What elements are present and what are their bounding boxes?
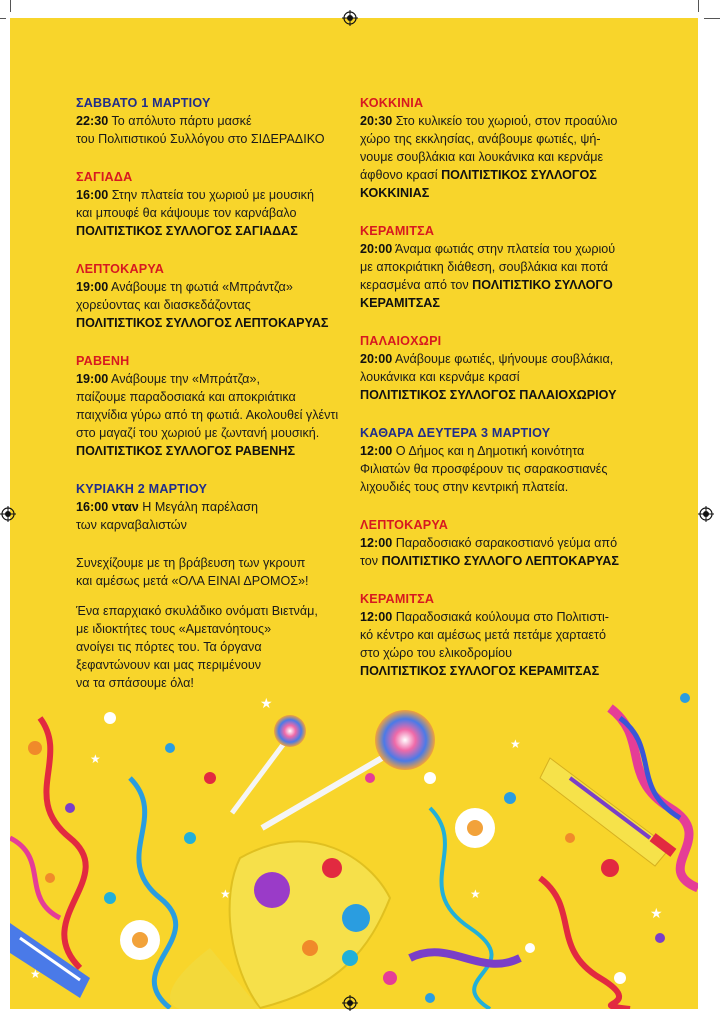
entry-description: Ανάβουμε την «Μπράτζα», παίζουμε παραδοσιακά και αποκριάτικα παιχνίδια γύρω από τη φωτιά. Ακολουθεί γλέντι στο μαγαζί του χωριού με ζωντανή μουσική.: [76, 372, 339, 440]
organizer-name: ΠΟΛΙΤΙΣΤΙΚΟΣ ΣΥΛΛΟΓΟΣ ΛΕΠΤΟΚΑΡΥΑΣ: [76, 316, 329, 330]
entry-title: ΠΑΛΑΙΟΧΩΡΙ: [360, 334, 442, 348]
registration-mark-icon: [0, 506, 16, 522]
registration-mark-icon: [698, 506, 714, 522]
streamer-red-right: [540, 878, 630, 1009]
entry-description: Ο Δήμος και η Δημοτική κοινότητα Φιλιατών θα προσφέρουν τις σαρακοστιανές λιχουδιές τους στην κεντρική πλατεία.: [360, 444, 608, 494]
entry-title: ΡΑΒΕΝΗ: [76, 354, 130, 368]
entry-title: ΣΑΓΙΑΔΑ: [76, 170, 133, 184]
svg-text:★: ★: [650, 906, 663, 922]
crop-mark: [10, 0, 11, 12]
svg-text:★: ★: [30, 967, 41, 981]
entry-time: 20:30: [360, 114, 393, 128]
daisy-left: [120, 920, 160, 960]
event-paragraph: Συνεχίζουμε με τη βράβευση των γκρουπ και αμέσως μετά «ΟΛΑ ΕΙΝΑΙ ΔΡΟΜΟΣ»!: [76, 556, 309, 588]
entry-title: ΚΕΡΑΜΙΤΣΑ: [360, 592, 435, 606]
entry-time: 12:00: [360, 610, 393, 624]
lollipop-stick-small: [232, 738, 288, 813]
entry-time: 19:00: [76, 372, 109, 386]
svg-text:★: ★: [90, 752, 101, 766]
organizer-name: ΠΟΛΙΤΙΣΤΙΚΟΣ ΣΥΛΛΟΓΟΣ ΚΕΡΑΜΙΤΣΑΣ: [360, 664, 600, 678]
confetti: [28, 693, 690, 1003]
entry-time: 16:00 νταν: [76, 500, 139, 514]
svg-text:★: ★: [470, 887, 481, 901]
entry-title: ΚΟΚΚΙΝΙΑ: [360, 96, 424, 110]
streamer-red-left: [40, 718, 86, 968]
streamer-purple: [410, 952, 520, 964]
entry-title: ΚΕΡΑΜΙΤΣΑ: [360, 224, 435, 238]
crop-mark: [704, 18, 720, 19]
streamer-blue-left: [130, 778, 176, 1008]
party-horn-right: [540, 758, 676, 866]
entry-time: 19:00: [76, 280, 109, 294]
entry-title: ΛΕΠΤΟΚΑΡΥΑ: [76, 262, 165, 276]
crop-mark: [698, 0, 699, 12]
entry-description: Στην πλατεία του χωριού με μουσική και μπουφέ θα κάψουμε τον καρνάβαλο: [76, 188, 314, 220]
entry-time: 20:00: [360, 242, 393, 256]
entry-title: ΚΑΘΑΡΑ ΔΕΥΤΕΡΑ 3 ΜΑΡΤΙΟΥ: [360, 426, 551, 440]
lollipop-large: [375, 710, 435, 770]
crop-mark: [0, 18, 6, 19]
entry-description: Στο κυλικείο του χωριού, στον προαύλιο χώρο της εκκλησίας, ανάβουμε φωτιές, ψή- νουμε σουβλάκια και λουκάνικα και κερνάμε άφθονο κρασί: [360, 114, 618, 182]
organizer-name: ΠΟΛΙΤΙΣΤΙΚΟΣ ΣΥΛΛΟΓΟΣ ΠΑΛΑΙΟΧΩΡΙΟΥ: [360, 388, 617, 402]
poster-page: [10, 18, 698, 1009]
svg-text:★: ★: [220, 887, 231, 901]
registration-mark-icon: [342, 10, 358, 26]
entry-description: Το απόλυτο πάρτυ μασκέ του Πολιτιστικού Συλλόγου στο ΣΙΔΕΡΑΔΙΚΟ: [76, 114, 325, 146]
entry-time: 22:30: [76, 114, 109, 128]
entry-time: 16:00: [76, 188, 109, 202]
organizer-name: ΠΟΛΙΤΙΣΤΙΚΟΣ ΣΥΛΛΟΓΟΣ ΚΟΚΚΙΝΙΑΣ: [360, 168, 597, 200]
bow-tie: [170, 841, 390, 1009]
organizer-name: ΠΟΛΙΤΙΣΤΙΚΟ ΣΥΛΛΟΓΟ ΛΕΠΤΟΚΑΡΥΑΣ: [381, 554, 619, 568]
entry-title: ΛΕΠΤΟΚΑΡΥΑ: [360, 518, 449, 532]
entry-time: 12:00: [360, 536, 393, 550]
party-horn-left: [10, 923, 90, 998]
carnival-decoration: [10, 18, 698, 1009]
lollipop-small: [274, 715, 306, 747]
entry-description: Άναμα φωτιάς στην πλατεία του χωριού με αποκριάτικη διάθεση, σουβλάκια και ποτά κερασμένα από τον: [360, 242, 616, 292]
entry-description: Παραδοσιακά κούλουμα στο Πολιτιστι- κό κέντρο και αμέσως μετά πετάμε χαρταετό στο χώρο του ελικοδρομίου: [360, 610, 609, 660]
event-paragraph: Ένα επαρχιακό σκυλάδικο ονόματι Βιετνάμ, με ιδιοκτήτες τους «Αμετανόητους» ανοίγει τις πόρτες του. Τα όργανα ξεφαντώνουν και μας περιμένουν να τα σπάσουμε όλα!: [76, 604, 318, 690]
entry-title: ΣΑΒΒΑΤΟ 1 ΜΑΡΤΙΟΥ: [76, 96, 211, 110]
entry-description: Ανάβουμε τη φωτιά «Μπράντζα» χορεύοντας και διασκεδάζοντας: [76, 280, 293, 312]
entry-description: Η Μεγάλη παρέλαση των καρναβαλιστών: [76, 500, 259, 532]
organizer-name: ΠΟΛΙΤΙΣΤΙΚΟΣ ΣΥΛΛΟΓΟΣ ΣΑΓΙΑΔΑΣ: [76, 224, 298, 238]
entry-description: Παραδοσιακό σαρακοστιανό γεύμα από τον: [360, 536, 618, 568]
entry-description: Ανάβουμε φωτιές, ψήνουμε σουβλάκια, λουκάνικα και κερνάμε κρασί: [360, 352, 614, 384]
lollipop-stick-large: [262, 758, 382, 828]
daisy-right: [455, 808, 495, 848]
svg-text:★: ★: [510, 737, 521, 751]
organizer-name: ΠΟΛΙΤΙΣΤΙΚΟ ΣΥΛΛΟΓΟ ΚΕΡΑΜΙΤΣΑΣ: [360, 278, 613, 310]
organizer-name: ΠΟΛΙΤΙΣΤΙΚΟΣ ΣΥΛΛΟΓΟΣ ΡΑΒΕΝΗΣ: [76, 444, 296, 458]
entry-time: 12:00: [360, 444, 393, 458]
svg-text:★: ★: [260, 696, 273, 712]
entry-time: 20:00: [360, 352, 393, 366]
entry-title: ΚΥΡΙΑΚΗ 2 ΜΑΡΤΙΟΥ: [76, 482, 208, 496]
